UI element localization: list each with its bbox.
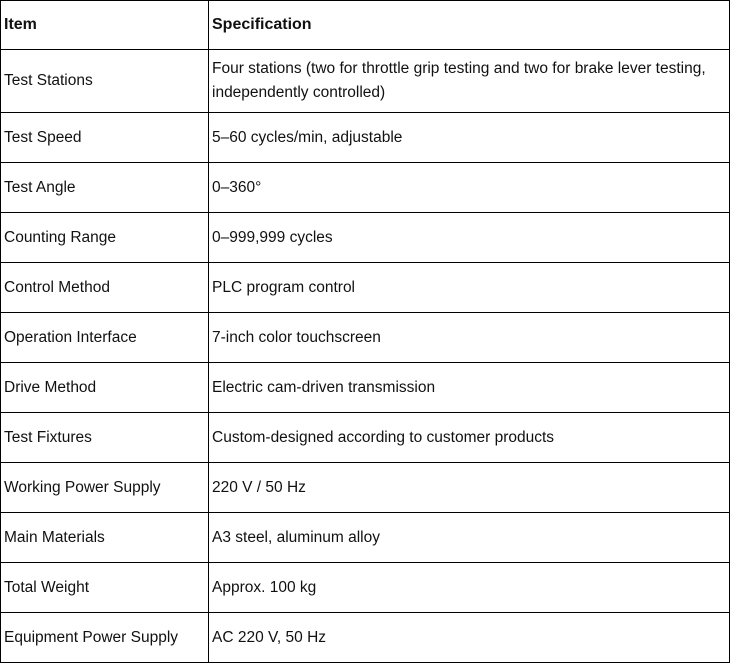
specification-cell: 7-inch color touchscreen: [209, 313, 730, 363]
specification-cell: A3 steel, aluminum alloy: [209, 513, 730, 563]
item-cell: Counting Range: [1, 213, 209, 263]
table-row: [1, 213, 730, 263]
specification-cell: Four stations (two for throttle grip testing and two for brake lever testing, independently controlled): [209, 50, 730, 113]
table-row: [1, 313, 730, 363]
item-cell: Control Method: [1, 263, 209, 313]
item-cell: Test Speed: [1, 113, 209, 163]
specification-cell: Approx. 100 kg: [209, 563, 730, 613]
specification-cell: 5–60 cycles/min, adjustable: [209, 113, 730, 163]
specification-cell: 0–360°: [209, 163, 730, 213]
specification-cell: Electric cam-driven transmission: [209, 363, 730, 413]
item-cell: Total Weight: [1, 563, 209, 613]
table-row: [1, 363, 730, 413]
specification-cell: AC 220 V, 50 Hz: [209, 613, 730, 663]
table-row: [1, 50, 730, 113]
column-header-specification: Specification: [209, 1, 730, 50]
table-row: [1, 613, 730, 663]
table-row: [1, 263, 730, 313]
item-cell: Working Power Supply: [1, 463, 209, 513]
item-cell: Equipment Power Supply: [1, 613, 209, 663]
column-header-item: Item: [1, 1, 209, 50]
item-cell: Main Materials: [1, 513, 209, 563]
item-cell: Drive Method: [1, 363, 209, 413]
item-cell: Test Stations: [1, 50, 209, 113]
specification-cell: Custom-designed according to customer products: [209, 413, 730, 463]
item-cell: Operation Interface: [1, 313, 209, 363]
table-row: [1, 513, 730, 563]
table-header-row: [1, 1, 730, 50]
specification-cell: PLC program control: [209, 263, 730, 313]
table-row: [1, 113, 730, 163]
item-cell: Test Fixtures: [1, 413, 209, 463]
table-row: [1, 463, 730, 513]
table-row: [1, 413, 730, 463]
specification-cell: 220 V / 50 Hz: [209, 463, 730, 513]
table-row: [1, 163, 730, 213]
table-row: [1, 563, 730, 613]
specification-cell: 0–999,999 cycles: [209, 213, 730, 263]
item-cell: Test Angle: [1, 163, 209, 213]
